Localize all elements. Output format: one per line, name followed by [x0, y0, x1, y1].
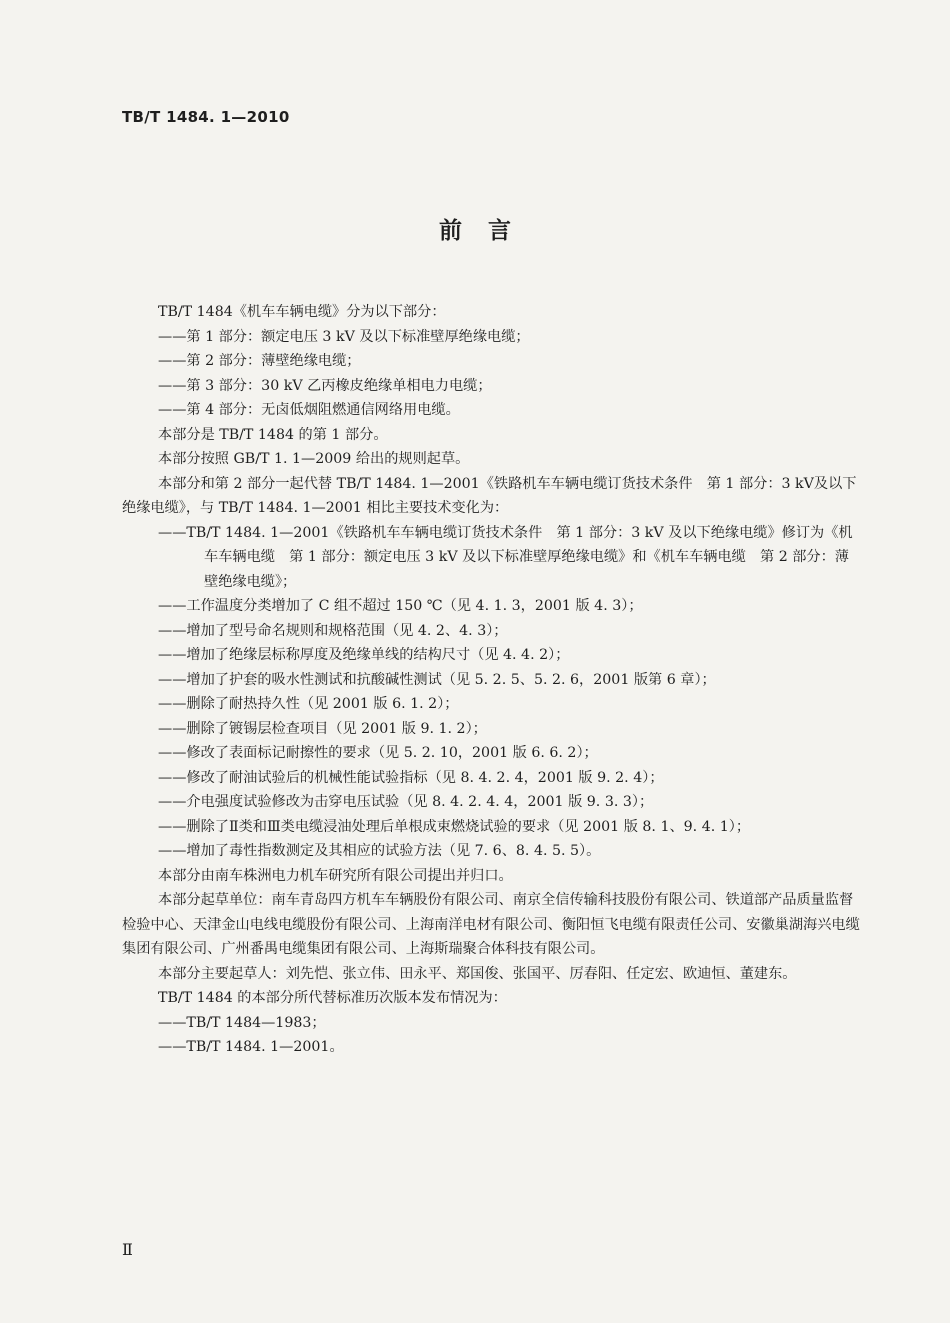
- list-item: ——增加了绝缘层标称厚度及绝缘单线的结构尺寸（见 4. 4. 2）；: [158, 647, 570, 663]
- paragraph: 本部分和第 2 部分一起代替 TB/T 1484. 1—2001《铁路机车车辆电缆订货技术条件 第 1 部分：3 kV及以下绝缘电缆》，与 TB/T 1484. 1—2001 相比主要技术变化为：: [122, 475, 857, 516]
- list-item: ——第 1 部分：额定电压 3 kV 及以下标准壁厚绝缘电缆；: [158, 328, 530, 345]
- document-code-header: TB/T 1484. 1—2010: [122, 108, 290, 126]
- list-item: ——工作温度分类增加了 C 组不超过 150 ℃（见 4. 1. 3，2001 版 4. 3）；: [158, 598, 643, 614]
- list-item: ——TB/T 1484. 1—2001《铁路机车车辆电缆订货技术条件 第 1 部分：3 kV 及以下绝缘电缆》修订为《机车车辆电缆 第 1 部分：额定电压 3 kV 及以下标准壁厚绝缘电缆》和《机车车辆电缆 第 2 部分：薄壁绝缘电缆》；: [158, 524, 853, 590]
- paragraph: 本部分是 TB/T 1484 的第 1 部分。: [158, 426, 388, 443]
- list-item: ——介电强度试验修改为击穿电压试验（见 8. 4. 2. 4. 4，2001 版 9. 3. 3）；: [158, 794, 654, 810]
- page-number: Ⅱ: [122, 1240, 133, 1259]
- list-item: ——TB/T 1484. 1—2001。: [158, 1039, 344, 1055]
- list-item: ——第 3 部分：30 kV 乙丙橡皮绝缘单相电力电缆；: [158, 377, 492, 394]
- list-item: ——增加了毒性指数测定及其相应的试验方法（见 7. 6、8. 4. 5. 5）。: [158, 843, 601, 859]
- list-item: ——修改了耐油试验后的机械性能试验指标（见 8. 4. 2. 4，2001 版 9. 2. 4）；: [158, 769, 664, 786]
- list-item: ——增加了型号命名规则和规格范围（见 4. 2、4. 3）；: [158, 622, 508, 639]
- list-item: ——TB/T 1484—1983；: [158, 1014, 326, 1031]
- paragraph: 本部分主要起草人：刘先恺、张立伟、田永平、郑国俊、张国平、厉春阳、任定宏、欧迪恒、董建东。: [158, 965, 797, 982]
- list-item: ——第 2 部分：薄壁绝缘电缆；: [158, 353, 361, 369]
- list-item: ——增加了护套的吸水性测试和抗酸碱性测试（见 5. 2. 5、5. 2. 6，2001 版第 6 章）；: [158, 671, 716, 688]
- paragraph: TB/T 1484 的本部分所代替标准历次版本发布情况为：: [158, 990, 507, 1006]
- list-item: ——删除了Ⅱ类和Ⅲ类电缆浸油处理后单根成束燃烧试验的要求（见 2001 版 8. 1、9. 4. 1）；: [158, 818, 751, 835]
- list-item: ——删除了镀锡层检查项目（见 2001 版 9. 1. 2）；: [158, 720, 487, 737]
- paragraph: 本部分起草单位：南车青岛四方机车车辆股份有限公司、南京全信传输科技股份有限公司、铁道部产品质量监督检验中心、天津金山电线电缆股份有限公司、上海南洋电材有限公司、衡阳恒飞电缆有限责任公司、安徽巢湖海兴电缆集团有限公司、广州番禺电缆集团有限公司、上海斯瑞聚合体科技有限公司。: [122, 892, 860, 957]
- list-item: ——第 4 部分：无卤低烟阻燃通信网络用电缆。: [158, 402, 460, 418]
- list-item: ——删除了耐热持久性（见 2001 版 6. 1. 2）；: [158, 696, 459, 712]
- foreword-body: [122, 300, 862, 1060]
- list-item: ——修改了表面标记耐擦性的要求（见 5. 2. 10，2001 版 6. 6. 2）；: [158, 745, 598, 761]
- page-title: 前言: [439, 217, 537, 244]
- paragraph: 本部分按照 GB/T 1. 1—2009 给出的规则起草。: [158, 451, 470, 467]
- paragraph: TB/T 1484《机车车辆电缆》分为以下部分：: [158, 304, 446, 320]
- paragraph: 本部分由南车株洲电力机车研究所有限公司提出并归口。: [158, 867, 513, 884]
